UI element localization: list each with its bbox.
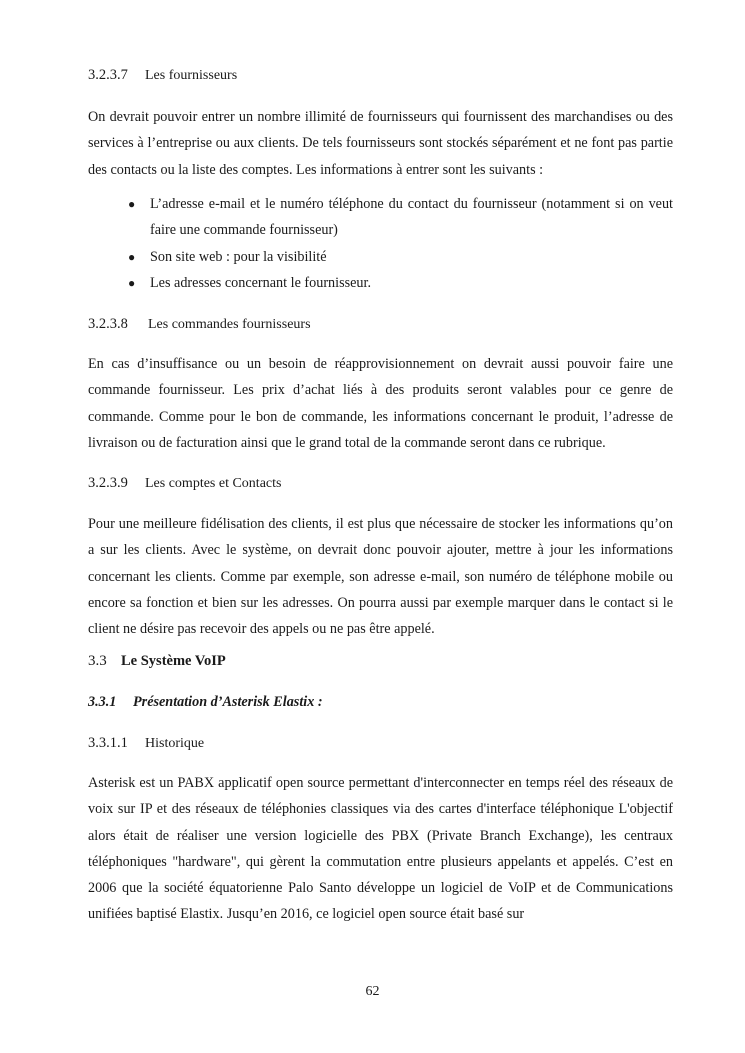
heading-3-3-1 [88,694,323,711]
heading-3-3 [88,653,226,670]
section-title: Les comptes et Contacts [145,476,282,491]
bullet-icon: ● [128,249,136,264]
heading-3-2-3-7 [88,67,237,84]
heading-3-3-1-1 [88,735,204,752]
list-item: ● Les adresses concernant le fournisseur. [88,270,673,296]
section-title: Les commandes fournisseurs [148,317,311,332]
paragraph-fournisseurs: On devrait pouvoir entrer un nombre illimité de fournisseurs qui fournissent des marchandises ou des services à l’entreprise ou aux clients. De tels fournisseurs sont stockés séparément et ne font pas partie des contacts ou la liste des comptes. Les informations à entrer sont les suivants : [88,109,673,178]
heading-3-2-3-9 [88,475,281,492]
section-number: 3.3.1.1 [88,735,128,751]
bullet-icon: ● [128,275,136,290]
section-number: 3.2.3.8 [88,316,128,332]
paragraph-historique: Asterisk est un PABX applicatif open source permettant d'interconnecter en temps réel des réseaux de voix sur IP et des réseaux de téléphonies classiques via des cartes d'interface téléphonique L'objectif alors était de réaliser une version logicielle des PBX (Private Branch Exchange), les centraux téléphoniques "hardware", qui gèrent la commutation entre plusieurs appelants et appelés. C’est en 2006 que la société équatorienne Palo Santo développe un logiciel de VoIP et de Communications unifiées baptisé Elastix. Jusqu’en 2016, ce logiciel open source était basé sur [88,775,673,923]
bullet-list-fournisseurs [88,191,673,296]
section-number: 3.3 [88,653,107,669]
paragraph-comptes-contacts: Pour une meilleure fidélisation des clients, il est plus que nécessaire de stocker les informations qu’on a sur les clients. Avec le système, on devrait donc pouvoir ajouter, mettre à jour les informations concernant les clients. Comme par exemple, son adresse e-mail, son numéro de téléphone mobile ou encore sa fonction et bien sur les adresses. On pourra aussi par exemple marquer dans le contact si le client ne désire pas recevoir des appels ou ne pas être appelé. [88,516,673,638]
section-title: Présentation d’Asterisk Elastix : [133,694,323,710]
section-title: Historique [145,736,205,751]
section-number: 3.2.3.7 [88,67,128,83]
bullet-icon: ● [128,197,136,211]
section-title: Le Système VoIP [121,653,226,669]
list-item: ● L’adresse e-mail et le numéro téléphone du contact du fournisseur (notamment si on veut faire une commande fournisseur) [88,191,673,244]
section-title: Les fournisseurs [145,68,238,83]
section-number: 3.2.3.9 [88,475,128,491]
paragraph-commandes-fournisseurs: En cas d’insuffisance ou un besoin de réapprovisionnement on devrait aussi pouvoir faire une commande fournisseur. Les prix d’achat liés à des produits seront valables pour ce genre de commande. Comme pour le bon de commande, les informations concernant le produit, l’adresse de livraison ou de facturation ainsi que le grand total de la commande seront dans ce rubrique. [88,356,673,451]
page-number: 62 [365,984,380,999]
section-number: 3.3.1 [88,694,117,710]
heading-3-2-3-8 [88,316,311,333]
list-item: ● Son site web : pour la visibilité [88,244,673,270]
